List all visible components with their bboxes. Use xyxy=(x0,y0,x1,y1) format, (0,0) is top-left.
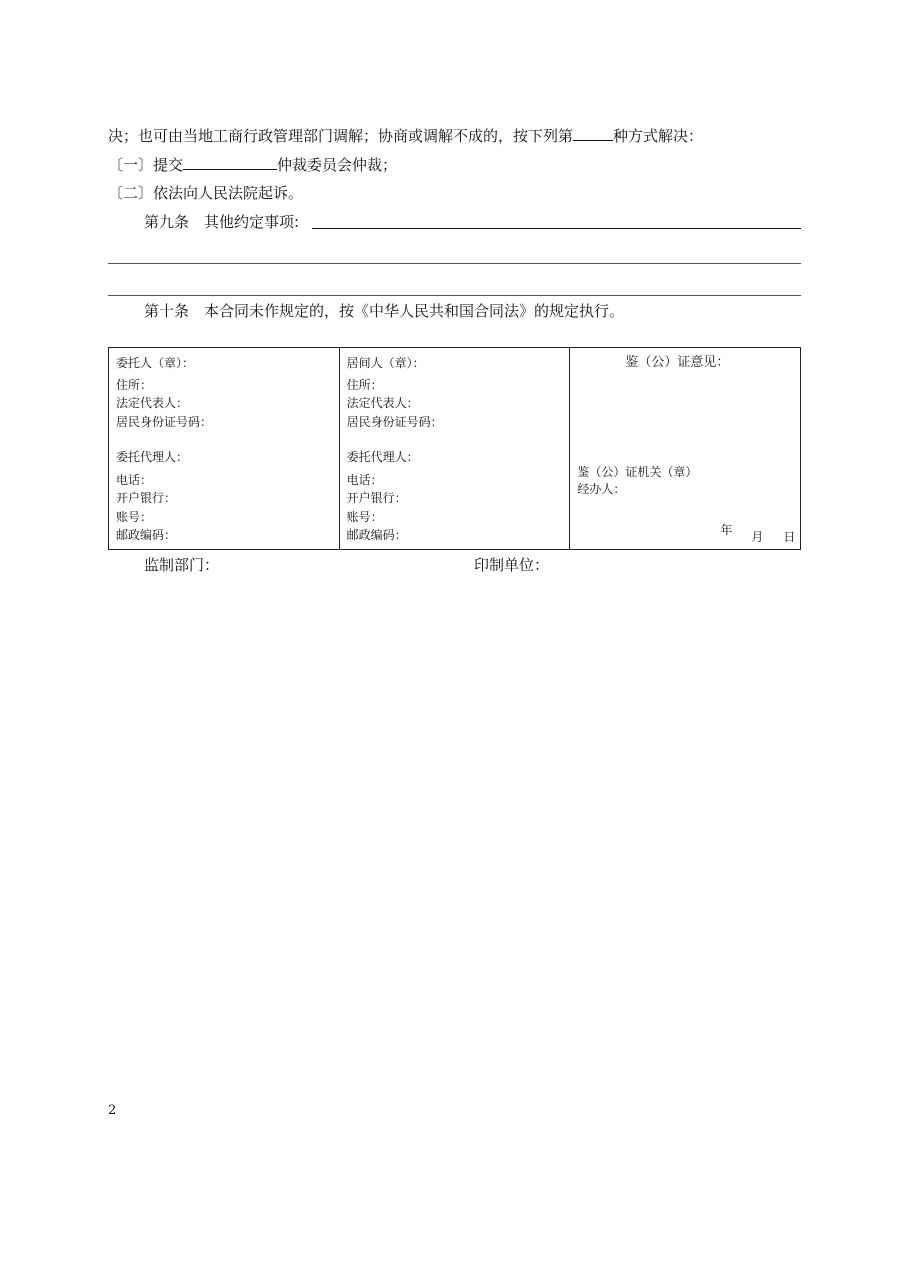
arbitration-committee-blank[interactable] xyxy=(183,155,277,170)
notary-cell xyxy=(570,348,801,550)
clause8-option2: 〔二〕依法向人民法院起诉。 xyxy=(108,184,304,202)
broker-phone: 电话： xyxy=(346,473,383,487)
broker-id-number: 居民身份证号码： xyxy=(346,415,443,429)
client-bank: 开户银行： xyxy=(116,491,177,505)
broker-bank: 开户银行： xyxy=(346,491,407,505)
other-terms-line-2[interactable] xyxy=(108,263,801,264)
broker-title: 居间人（章）： xyxy=(346,356,425,370)
client-title: 委托人（章）： xyxy=(116,356,195,370)
method-number-blank[interactable] xyxy=(573,126,613,141)
date-month: 月 xyxy=(751,530,764,544)
notary-opinion-title: 鉴（公）证意见： xyxy=(625,355,730,370)
broker-account: 账号： xyxy=(346,510,383,524)
client-legal-rep: 法定代表人： xyxy=(116,396,189,410)
clause9 xyxy=(144,213,299,231)
date-day: 日 xyxy=(783,530,796,544)
notary-handler: 经办人： xyxy=(577,482,626,496)
clause8-tail-end: 种方式解决： xyxy=(613,127,704,145)
client-account: 账号： xyxy=(116,510,153,524)
clause9-colon: : xyxy=(294,213,300,231)
broker-postcode: 邮政编码： xyxy=(346,528,407,542)
client-id-number: 居民身份证号码： xyxy=(116,415,213,429)
notary-office: 鉴（公）证机关（章） xyxy=(577,465,698,479)
client-postcode: 邮政编码： xyxy=(116,528,177,542)
clause10: 第十条 本合同未作规定的，按《中华人民共和国合同法》的规定执行。 xyxy=(144,302,625,320)
printing-unit: 印制单位： xyxy=(474,556,550,574)
signature-table xyxy=(108,347,801,550)
date-year: 年 xyxy=(720,523,733,537)
clause8-option1 xyxy=(108,155,397,174)
page-number: 2 xyxy=(108,1103,117,1118)
client-phone: 电话： xyxy=(116,473,153,487)
option1-suffix: 仲裁委员会仲裁； xyxy=(277,156,398,174)
client-agent: 委托代理人： xyxy=(116,450,189,464)
client-cell xyxy=(109,348,340,550)
clause8-tail xyxy=(108,126,703,145)
other-terms-blank[interactable] xyxy=(312,228,801,229)
option1-prefix: 〔一〕提交 xyxy=(108,156,184,174)
client-address: 住所： xyxy=(116,378,153,392)
broker-agent: 委托代理人： xyxy=(346,450,419,464)
supervising-department: 监制部门： xyxy=(144,556,220,574)
broker-cell xyxy=(339,348,570,550)
other-terms-line-3[interactable] xyxy=(108,295,801,296)
broker-address: 住所： xyxy=(346,378,383,392)
broker-legal-rep: 法定代表人： xyxy=(346,396,419,410)
clause9-label: 第九条 其他约定事项 xyxy=(144,213,295,231)
clause8-tail-text: 决；也可由当地工商行政管理部门调解；协商或调解不成的，按下列第 xyxy=(108,127,574,145)
